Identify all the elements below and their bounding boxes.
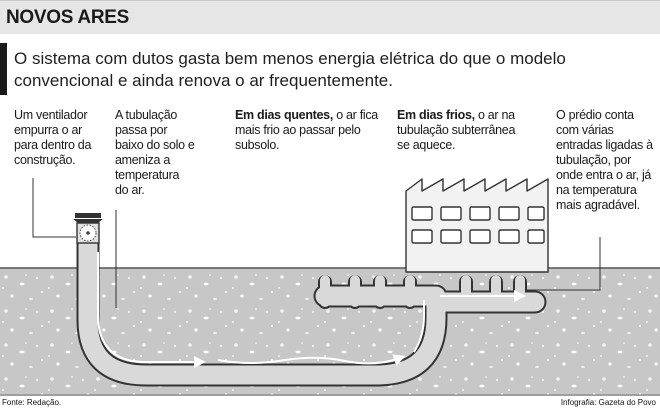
annotation-fan: Um ventilador empurra o ar para dentro da construção. [14,108,92,167]
fan-icon [80,225,96,241]
annotation-tube: A tubulação passa por baixo do solo e ameniza a temperatura do ar. [115,108,195,197]
annotation-hot-days [235,108,385,153]
infographic-credit: Infografia: Gazeta do Povo [560,398,656,407]
infographic-title: NOVOS ARES [6,7,129,28]
annotation-cold-days-text: o ar na tubulação subterrânea se aquece. [397,108,516,152]
annotation-cold-days-heading: Em dias frios, [397,108,475,122]
source-credit: Fonte: Redação. [2,398,62,407]
annotation-hot-days-heading: Em dias quentes, [235,108,334,122]
lead-text: O sistema com dutos gasta bem menos energia elétrica do que o modelo convencional e ainda renova o ar frequentemente. [14,49,566,90]
building [406,179,548,272]
annotation-hot-days-text: o ar fica mais frio ao passar pelo subsolo. [235,108,378,152]
annotation-cold-days [397,108,527,153]
fan-intake [73,213,103,243]
annotation-building: O prédio conta com várias entradas ligadas à tubulação, por onde entra o ar, já na temperatura mais agradável. [556,108,653,212]
